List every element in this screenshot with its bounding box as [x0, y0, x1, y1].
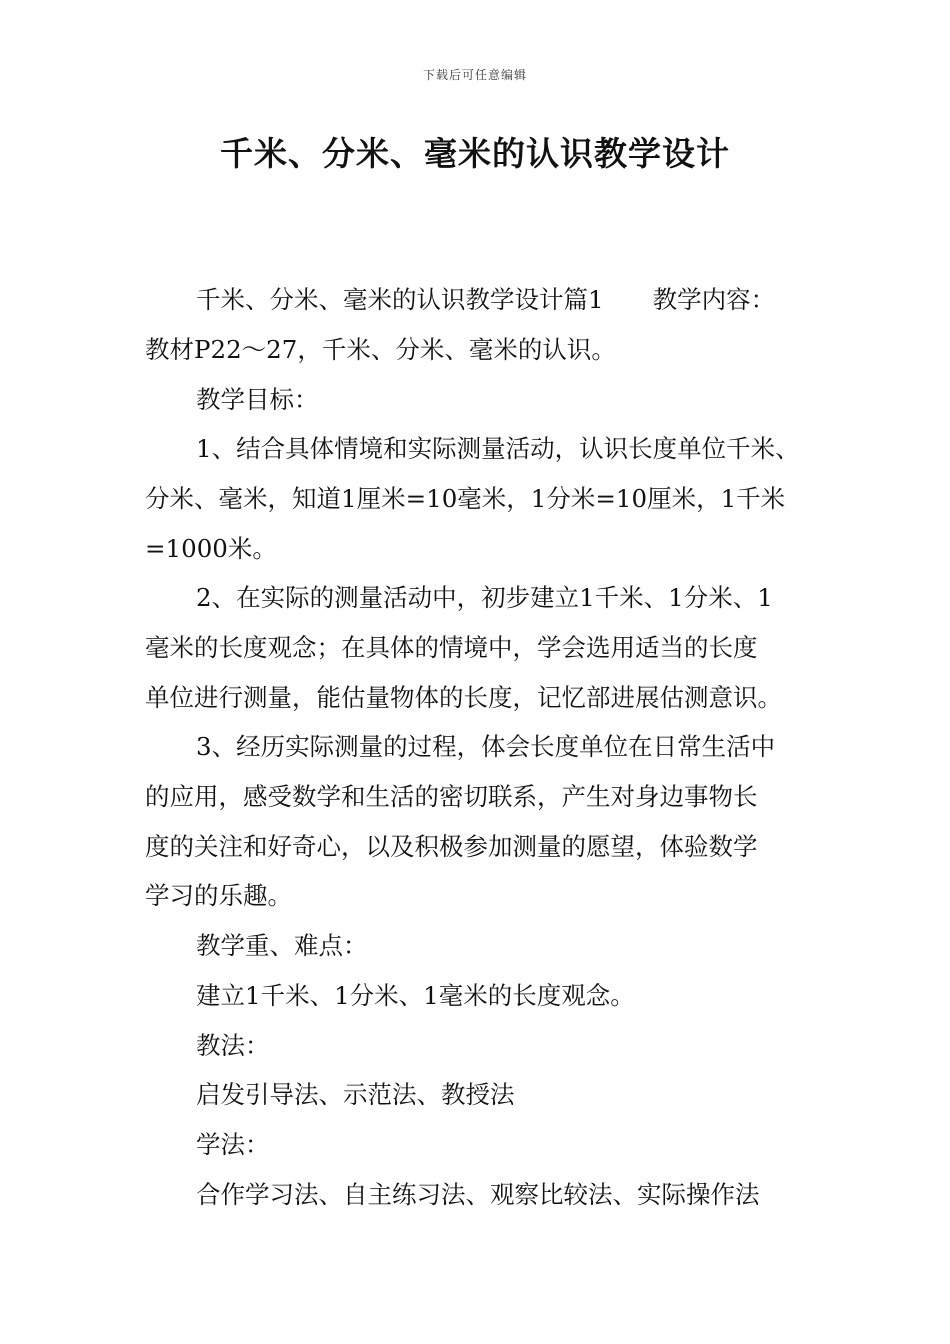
section-heading: 学法：	[196, 1130, 270, 1159]
paragraph-line: 分米、毫米，知道1厘米=10毫米，1分米=10厘米，1千米	[145, 484, 786, 513]
paragraph-line: 2、在实际的测量活动中，初步建立1千米、1分米、1	[196, 583, 773, 612]
paragraph-line: 启发引导法、示范法、教授法	[196, 1080, 515, 1109]
paragraph-line: 建立1千米、1分米、1毫米的长度观念。	[196, 981, 635, 1010]
paragraph-line: 1、结合具体情境和实际测量活动，认识长度单位千米、	[196, 434, 800, 463]
paragraph-line: 千米、分米、毫米的认识教学设计篇1 教学内容：	[196, 285, 776, 314]
paragraph-line: 毫米的长度观念；在具体的情境中，学会选用适当的长度	[145, 633, 758, 662]
paragraph-line: 学习的乐趣。	[145, 881, 292, 910]
paragraph-line: 的应用，感受数学和生活的密切联系，产生对身边事物长	[145, 782, 758, 811]
header-note: 下载后可任意编辑	[422, 68, 527, 82]
paragraph-line: 度的关注和好奇心，以及积极参加测量的愿望，体验数学	[145, 832, 758, 861]
section-heading: 教学重、难点：	[196, 931, 368, 960]
paragraph-line: 合作学习法、自主练习法、观察比较法、实际操作法	[196, 1180, 760, 1209]
paragraph-line: 3、经历实际测量的过程，体会长度单位在日常生活中	[196, 732, 776, 761]
paragraph-line: 教材P22～27，千米、分米、毫米的认识。	[145, 335, 616, 364]
section-heading: 教法：	[196, 1031, 270, 1060]
paragraph-line: 单位进行测量，能估量物体的长度，记忆部进展估测意识。	[145, 683, 782, 712]
paragraph-line: =1000米。	[145, 534, 277, 563]
document-title: 千米、分米、毫米的认识教学设计	[220, 134, 730, 173]
paragraph-line: 教学目标：	[196, 385, 319, 414]
